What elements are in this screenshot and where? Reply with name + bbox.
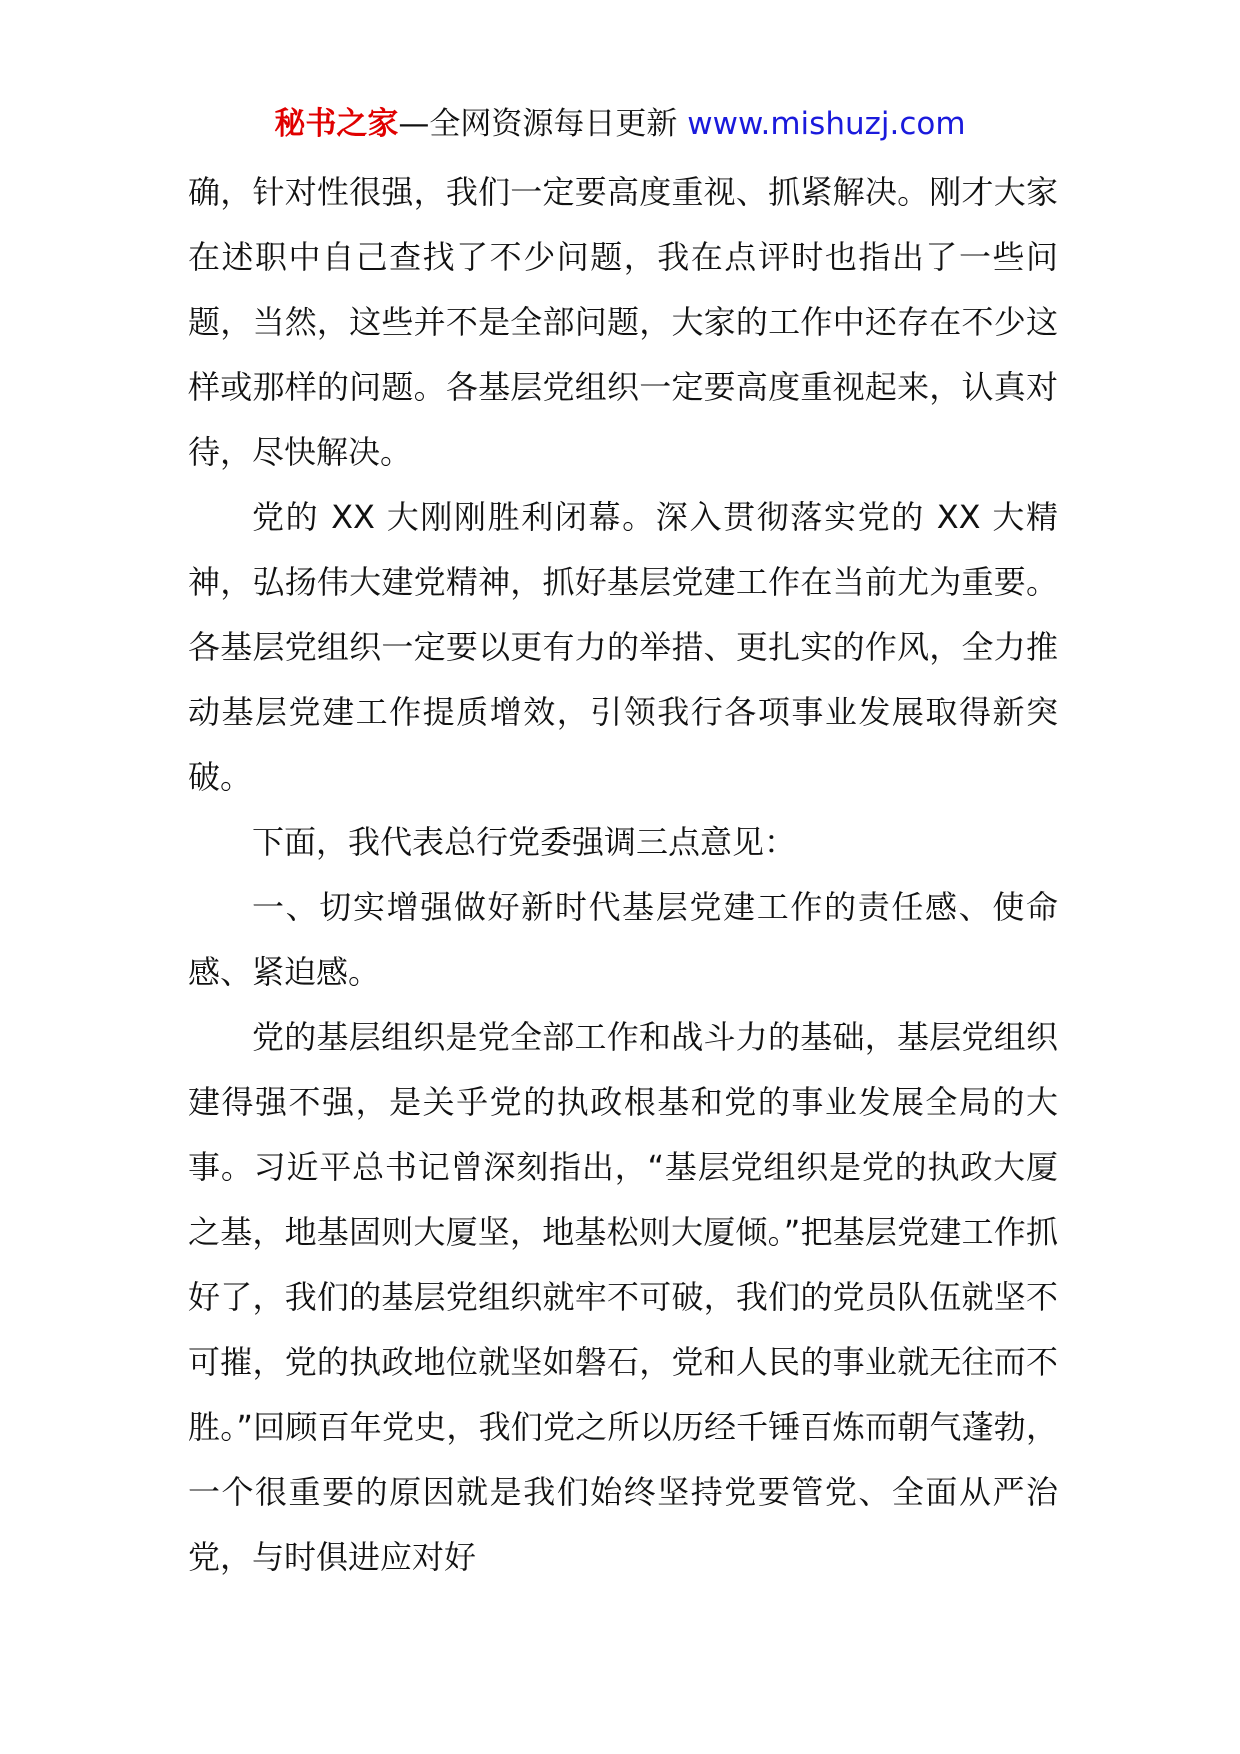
paragraph-continuation: 确，针对性很强，我们一定要高度重视、抓紧解决。刚才大家在述职中自己查找了不少问题，我在点评时也指出了一些问题，当然，这些并不是全部问题，大家的工作中还存在不少这样或那样的问题。各基层党组织一定要高度重视起来，认真对待，尽快解决。 xyxy=(188,173,1058,471)
site-tagline: —全网资源每日更新 xyxy=(398,106,678,142)
section-heading: 一、切实增强做好新时代基层党建工作的责任感、使命感、紧迫感。 xyxy=(188,888,1058,991)
paragraph: 下面，我代表总行党委强调三点意见： xyxy=(252,823,797,861)
site-brand: 秘书之家 xyxy=(274,106,399,142)
document-body xyxy=(188,160,1058,1590)
paragraph: 党的基层组织是党全部工作和战斗力的基础，基层党组织建得强不强，是关乎党的执政根基和党的事业发展全局的大事。习近平总书记曾深刻指出，“基层党组织是党的执政大厦之基，地基固则大厦坚，地基松则大厦倾。”把基层党建工作抓好了，我们的基层党组织就牢不可破，我们的党员队伍就坚不可摧，党的执政地位就坚如磐石，党和人民的事业就无往而不胜。”回顾百年党史，我们党之所以历经千锤百炼而朝气蓬勃，一个很重要的原因就是我们始终坚持党要管党、全面从严治党，与时俱进应对好 xyxy=(188,1018,1058,1576)
site-header xyxy=(0,100,1240,148)
site-url-link[interactable]: www.mishuzj.com xyxy=(687,106,966,142)
paragraph: 党的 XX 大刚刚胜利闭幕。深入贯彻落实党的 XX 大精神，弘扬伟大建党精神，抓好基层党建工作在当前尤为重要。各基层党组织一定要以更有力的举措、更扎实的作风，全力推动基层党建工作提质增效，引领我行各项事业发展取得新突破。 xyxy=(188,498,1058,796)
